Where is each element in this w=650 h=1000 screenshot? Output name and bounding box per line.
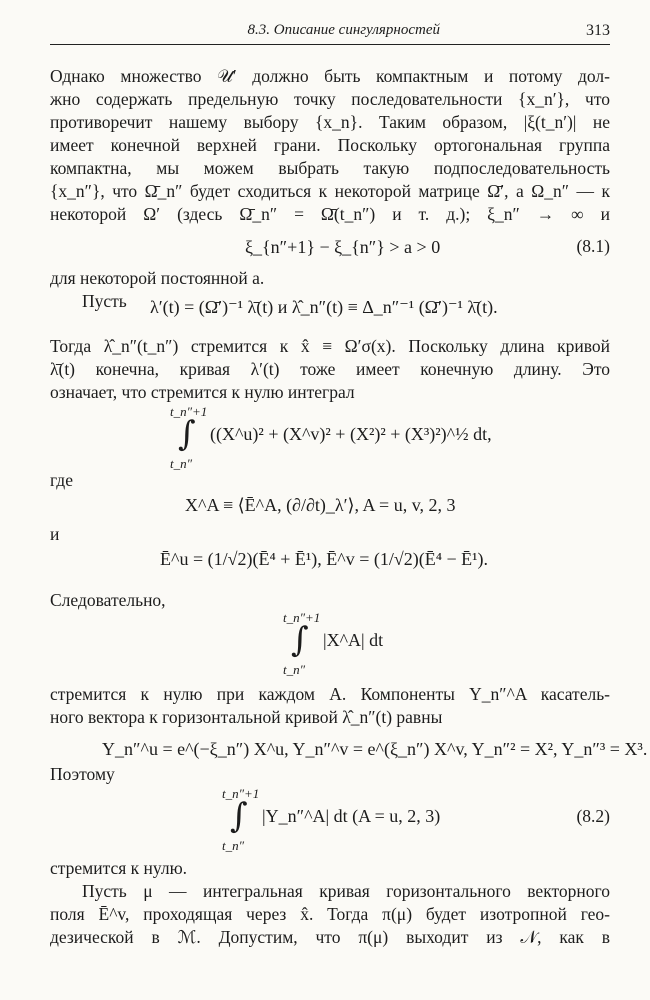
text-line: стремится к нулю при каждом A. Компоненты Y_n″^A касатель- xyxy=(50,684,610,704)
integrand: |Y_n″^A| dt (A = u, 2, 3) xyxy=(262,806,441,826)
text-line: имеет конечной верхней грани. Поскольку ортогональная группа xyxy=(50,135,610,155)
equation-number-8-1: (8.1) xyxy=(576,236,610,256)
text-line: Пусть μ — интегральная кривая горизонтального векторного xyxy=(82,881,610,901)
text-line: λ̄(t) конечна, кривая λ′(t) тоже имеет конечную длину. Это xyxy=(50,359,610,379)
text-line: где xyxy=(50,470,73,490)
integral-upper-limit: t_n″+1 xyxy=(222,786,260,801)
text-line: и xyxy=(50,524,60,544)
text-line: некоторой Ω′ (здесь Ω̄_n″ = Ω̄(t_n″) и т. д.); ξ_n″ → ∞ и xyxy=(50,204,610,224)
text-line: противоречит нашему выбору {x_n}. Таким образом, |ξ(t_n′)| не xyxy=(50,112,610,132)
section-title: 8.3. Описание сингулярностей xyxy=(247,22,440,38)
text-line: Следовательно, xyxy=(50,590,166,610)
text-line: {x_n″}, что Ω̄_n″ будет сходиться к некоторой матрице Ω̄′, а Ω_n″ — к xyxy=(50,181,610,201)
text-line: ного вектора к горизонтальной кривой λ̂_n″(t) равны xyxy=(50,707,443,727)
equation-number-8-2: (8.2) xyxy=(576,806,610,826)
text-line: дезической в ℳ. Допустим, что π(μ) выходит из 𝒩, как в xyxy=(50,927,610,947)
equation-lambda: λ′(t) = (Ω̄′)⁻¹ λ̄(t) и λ̂_n″(t) ≡ Δ_n″⁻¹ (Ω̄′)⁻¹ λ̄(t). xyxy=(150,297,498,317)
equation-Y: Y_n″^u = e^(−ξ_n″) X^u, Y_n″^v = e^(ξ_n″) X^v, Y_n″² = X², Y_n″³ = X³. xyxy=(102,739,648,759)
text-line: Пусть xyxy=(82,291,127,311)
integrand: ((X^u)² + (X^v)² + (X²)² + (X³)²)^½ dt, xyxy=(210,424,492,444)
integral-lower-limit: t_n″ xyxy=(283,662,306,677)
text-line: Тогда λ̂_n″(t_n″) стремится к x̂ ≡ Ω′σ(x). Поскольку длина кривой xyxy=(50,336,610,356)
text-line: стремится к нулю. xyxy=(50,858,188,878)
integral-sign: ∫ xyxy=(230,796,248,836)
text-line: означает, что стремится к нулю интеграл xyxy=(50,382,355,402)
text-line: Поэтому xyxy=(50,764,115,784)
page-number: 313 xyxy=(586,22,610,39)
integral-lower-limit: t_n″ xyxy=(170,456,193,471)
integrand: |X^A| dt xyxy=(323,630,384,650)
integral-sign: ∫ xyxy=(178,414,196,454)
equation-XA: X^A ≡ ⟨Ē^A, (∂/∂t)_λ′⟩, A = u, v, 2, 3 xyxy=(185,495,456,515)
integral-upper-limit: t_n″+1 xyxy=(283,610,321,625)
equation-E: Ē^u = (1/√2)(Ē⁴ + Ē¹), Ē^v = (1/√2)(Ē⁴ − Ē¹). xyxy=(160,549,489,569)
text-line: компактна, мы можем выбрать такую подпоследовательность xyxy=(50,158,610,178)
integral-lower-limit: t_n″ xyxy=(222,838,245,853)
integral-upper-limit: t_n″+1 xyxy=(170,404,208,419)
integral-sign: ∫ xyxy=(291,620,309,660)
running-header xyxy=(50,22,610,42)
header-rule xyxy=(50,44,610,45)
text-line: Однако множество 𝒰′ должно быть компактным и потому дол- xyxy=(50,66,610,86)
text-line: поля Ē^v, проходящая через x̂. Тогда π(μ) будет изотропной гео- xyxy=(50,904,610,924)
equation-8-1: ξ_{n″+1} − ξ_{n″} > a > 0 xyxy=(245,237,441,257)
text-line: жно содержать предельную точку последовательности {x_n′}, что xyxy=(50,89,610,109)
text-line: для некоторой постоянной a. xyxy=(50,268,265,288)
